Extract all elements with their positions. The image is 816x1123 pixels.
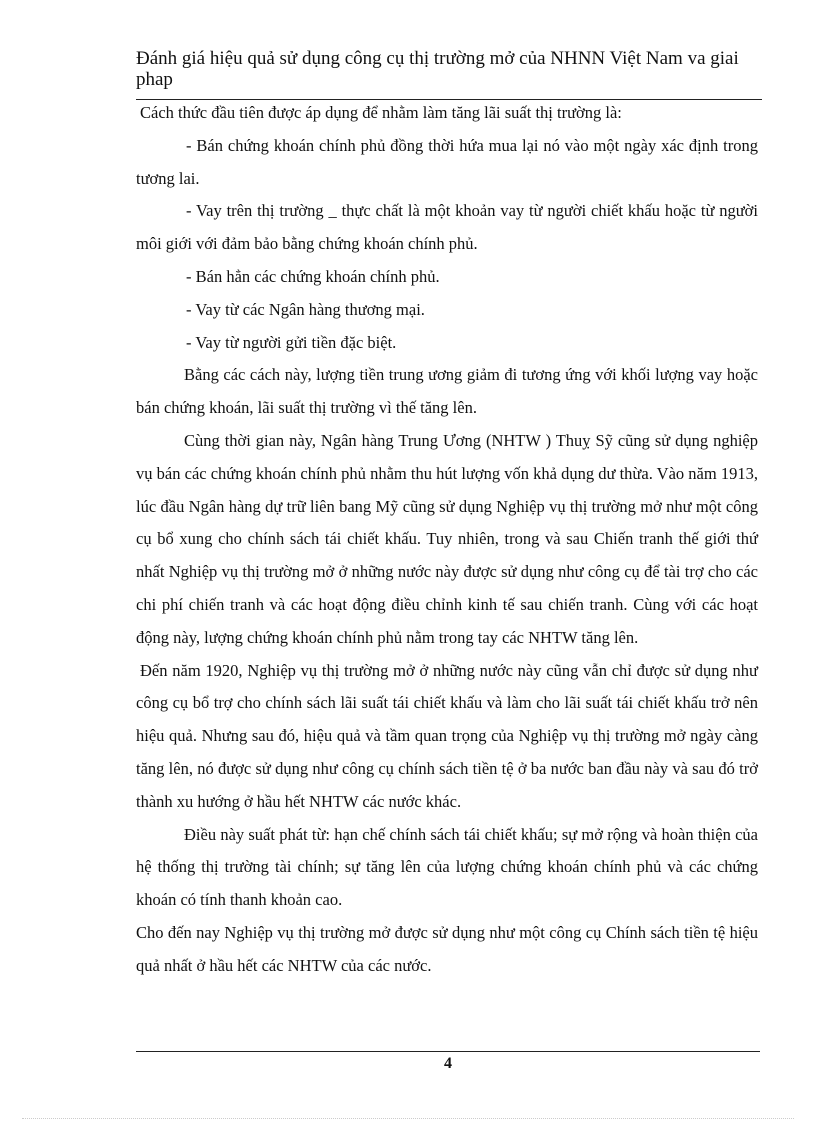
list-item-borrow-commercial-banks: - Vay từ các Ngân hàng thương mại.: [186, 299, 425, 319]
list-item-sell-repurchase: - Bán chứng khoán chính phủ đồng thời hứa mua lại nó vào một ngày xác định trong tương lai.: [136, 135, 758, 188]
list-item-outright-sale: - Bán hẳn các chứng khoán chính phủ.: [186, 266, 440, 286]
paragraph-history-switzerland-us: Cùng thời gian này, Ngân hàng Trung Ương (NHTW ) Thuỵ Sỹ cũng sử dụng nghiệp vụ bán các chứng khoán chính phủ nhằm thu hút lượng vốn khả dụng dư thừa. Vào năm 1913, lúc đầu Ngân hàng dự trữ liên bang Mỹ cũng sử dụng Nghiệp vụ thị trường mở như một công cụ bổ xung cho chính sách tái chiết khấu. Tuy nhiên, trong và sau Chiến tranh thế giới thứ nhất Nghiệp vụ thị trường mở ở những nước này được sử dụng như công cụ để tài trợ cho các chi phí chiến tranh và các hoạt động điều chỉnh kinh tế sau chiến tranh. Cùng với các hoạt động này, lượng chứng khoán chính phủ nằm trong tay các NHTW tăng lên.: [136, 430, 758, 647]
document-header-title: Đánh giá hiệu quả sử dụng công cụ thị trường mở của NHNN Việt Nam va giai phap: [136, 48, 739, 90]
list-item-market-loan: - Vay trên thị trường _ thực chất là một khoản vay từ người chiết khấu hoặc từ người môi giới với đảm bảo bằng chứng khoán chính phủ.: [136, 201, 758, 254]
page-bottom-edge: [22, 1118, 794, 1119]
paragraph-effect: Bằng các cách này, lượng tiền trung ương giảm đi tương ứng với khối lượng vay hoặc bán chứng khoán, lãi suất thị trường vì thế tăng lên.: [136, 365, 758, 418]
footer-divider: [136, 1051, 760, 1052]
list-item-borrow-special-depositors: - Vay từ người gửi tiền đặc biệt.: [186, 332, 397, 352]
paragraph-1920: Đến năm 1920, Nghiệp vụ thị trường mở ở những nước này cũng vẫn chỉ được sử dụng như công cụ bổ trợ cho chính sách lãi suất tái chiết khấu và làm cho lãi suất tái chiết khấu trở nên hiệu quả. Nhưng sau đó, hiệu quả và tầm quan trọng của Nghiệp vụ thị trường mở ngày càng tăng lên, nó được sử dụng như công cụ chính sách tiền tệ ở ba nước ban đầu này và sau đó trở thành xu hướng ở hầu hết NHTW các nước khác.: [136, 660, 758, 811]
paragraph-intro: Cách thức đầu tiên được áp dụng để nhằm làm tăng lãi suất thị trường là:: [140, 103, 622, 122]
paragraph-conclusion: Cho đến nay Nghiệp vụ thị trường mở được sử dụng như một công cụ Chính sách tiền tệ hiệu quả nhất ở hầu hết các NHTW của các nước.: [136, 922, 758, 975]
page-number: 4: [444, 1055, 452, 1072]
paragraph-reasons: Điều này suất phát từ: hạn chế chính sách tái chiết khấu; sự mở rộng và hoàn thiện của hệ thống thị trường tài chính; sự tăng lên của lượng chứng khoán chính phủ và các chứng khoán có tính thanh khoản cao.: [136, 824, 758, 910]
document-body: [136, 97, 758, 983]
